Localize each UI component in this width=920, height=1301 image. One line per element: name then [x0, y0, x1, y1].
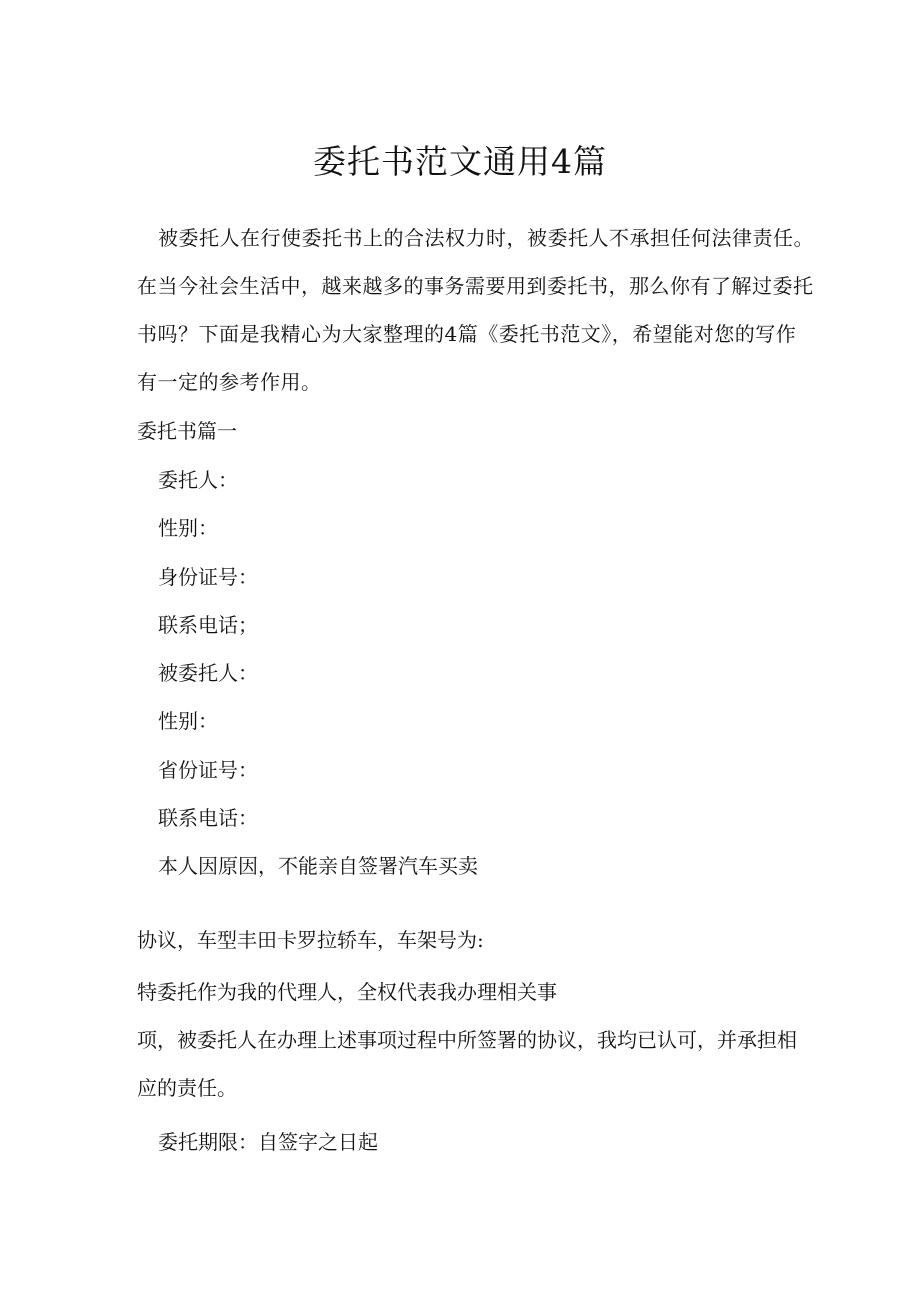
intro-line-4: 有一定的参考作用。 — [137, 370, 322, 394]
body-line-4: 应的责任。 — [137, 1076, 237, 1100]
body-line-3: 项，被委托人在办理上述事项过程中所签署的协议，我均已认可，并承担相 — [137, 1028, 797, 1052]
field-agent: 被委托人： — [158, 661, 258, 685]
field-principal: 委托人： — [158, 468, 238, 492]
field-agent-phone: 联系电话： — [158, 806, 258, 830]
document-title: 委托书范文通用4篇 — [313, 142, 607, 181]
statement-line: 本人因原因，不能亲自签署汽车买卖 — [158, 854, 478, 878]
section-heading: 委托书篇一 — [137, 419, 237, 443]
intro-line-3: 书吗？下面是我精心为大家整理的4篇《委托书范文》，希望能对您的写作 — [137, 322, 797, 346]
body-line-1: 协议，车型丰田卡罗拉轿车，车架号为: — [137, 928, 484, 952]
term-line: 委托期限：自签字之日起 — [158, 1130, 378, 1154]
field-agent-id: 省份证号： — [158, 758, 258, 782]
field-agent-gender: 性别： — [158, 709, 218, 733]
field-principal-phone: 联系电话； — [158, 613, 258, 637]
field-principal-gender: 性别： — [158, 516, 218, 540]
intro-line-2: 在当今社会生活中，越来越多的事务需要用到委托书，那么你有了解过委托 — [137, 274, 814, 298]
intro-line-1: 被委托人在行使委托书上的合法权力时，被委托人不承担任何法律责任。 — [158, 226, 814, 250]
field-principal-id: 身份证号： — [158, 565, 258, 589]
body-line-2: 特委托作为我的代理人，全权代表我办理相关事 — [137, 980, 557, 1004]
